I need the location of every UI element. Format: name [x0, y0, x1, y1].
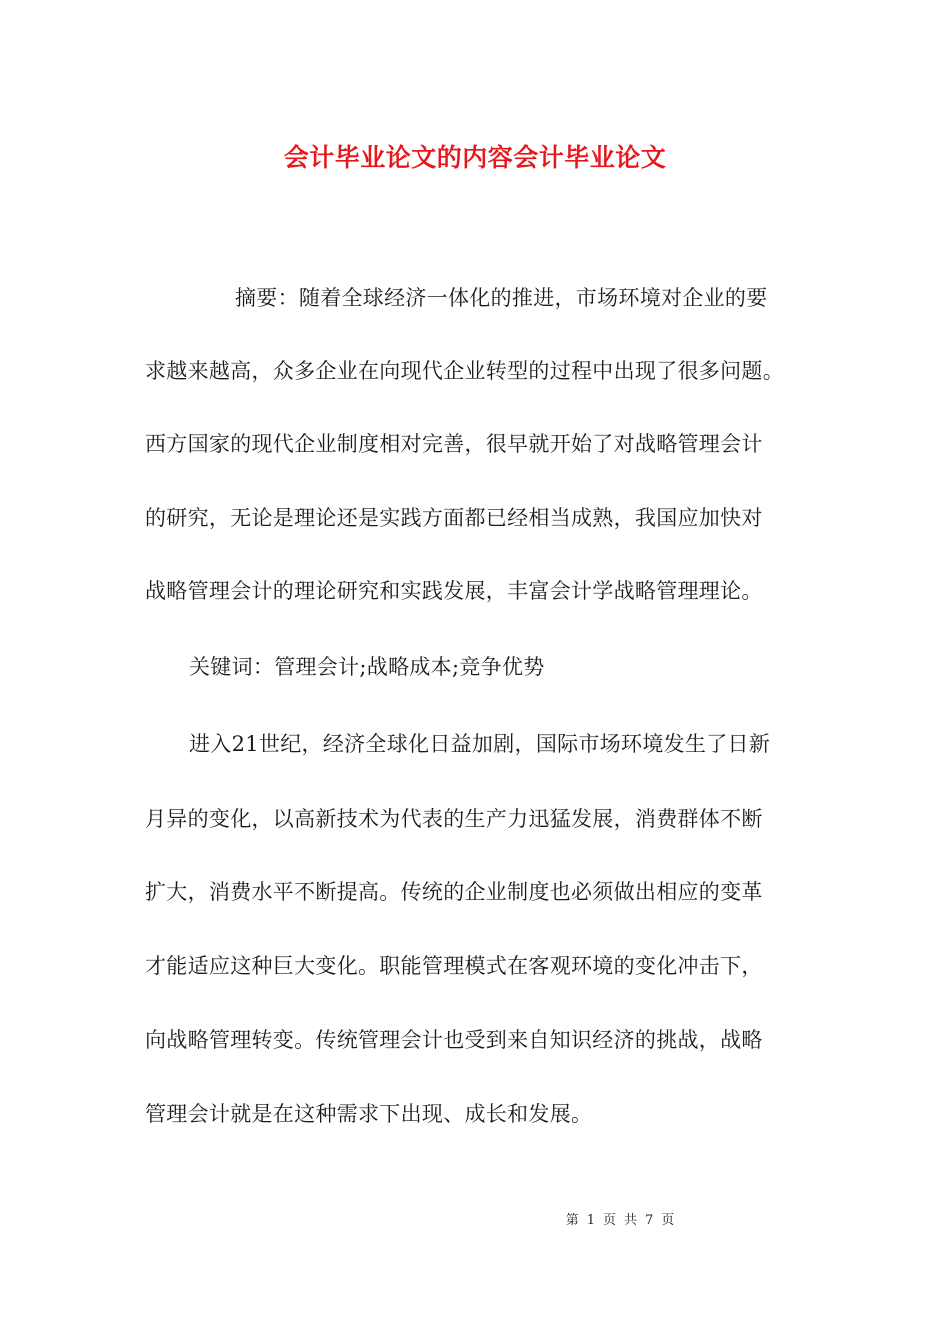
abstract-line-3: 西方国家的现代企业制度相对完善，很早就开始了对战略管理会计 — [145, 432, 763, 456]
abstract-line-2: 求越来越高，众多企业在向现代企业转型的过程中出现了很多问题。 — [145, 359, 784, 383]
abstract-line-4: 的研究，无论是理论还是实践方面都已经相当成熟，我国应加快对 — [145, 506, 763, 530]
abstract-line-1: 摘要：随着全球经济一体化的推进，市场环境对企业的要 — [235, 286, 768, 310]
page-footer — [0, 1209, 950, 1228]
footer-total-pages: 7 — [645, 1213, 654, 1228]
footer-total-prefix: 共 — [624, 1213, 638, 1228]
body-line-6: 管理会计就是在这种需求下出现、成长和发展。 — [145, 1102, 593, 1126]
footer-total-label: 页 — [661, 1213, 675, 1228]
abstract-line-5: 战略管理会计的理论研究和实践发展，丰富会计学战略管理理论。 — [145, 579, 763, 603]
footer-page-label: 页 — [602, 1213, 616, 1228]
body-line-2: 月异的变化，以高新技术为代表的生产力迅猛发展，消费群体不断 — [145, 807, 763, 831]
footer-page-prefix: 第 — [565, 1213, 579, 1228]
body-line-4: 才能适应这种巨大变化。职能管理模式在客观环境的变化冲击下， — [145, 954, 763, 978]
body-line-5: 向战略管理转变。传统管理会计也受到来自知识经济的挑战，战略 — [145, 1028, 763, 1052]
body-line-3: 扩大，消费水平不断提高。传统的企业制度也必须做出相应的变革 — [145, 880, 763, 904]
body-line-1: 进入21世纪，经济全球化日益加剧，国际市场环境发生了日新 — [189, 732, 771, 756]
keywords-line: 关键词：管理会计;战略成本;竞争优势 — [189, 655, 545, 679]
footer-page-number: 1 — [586, 1213, 595, 1228]
document-title: 会计毕业论文的内容会计毕业论文 — [283, 143, 667, 172]
